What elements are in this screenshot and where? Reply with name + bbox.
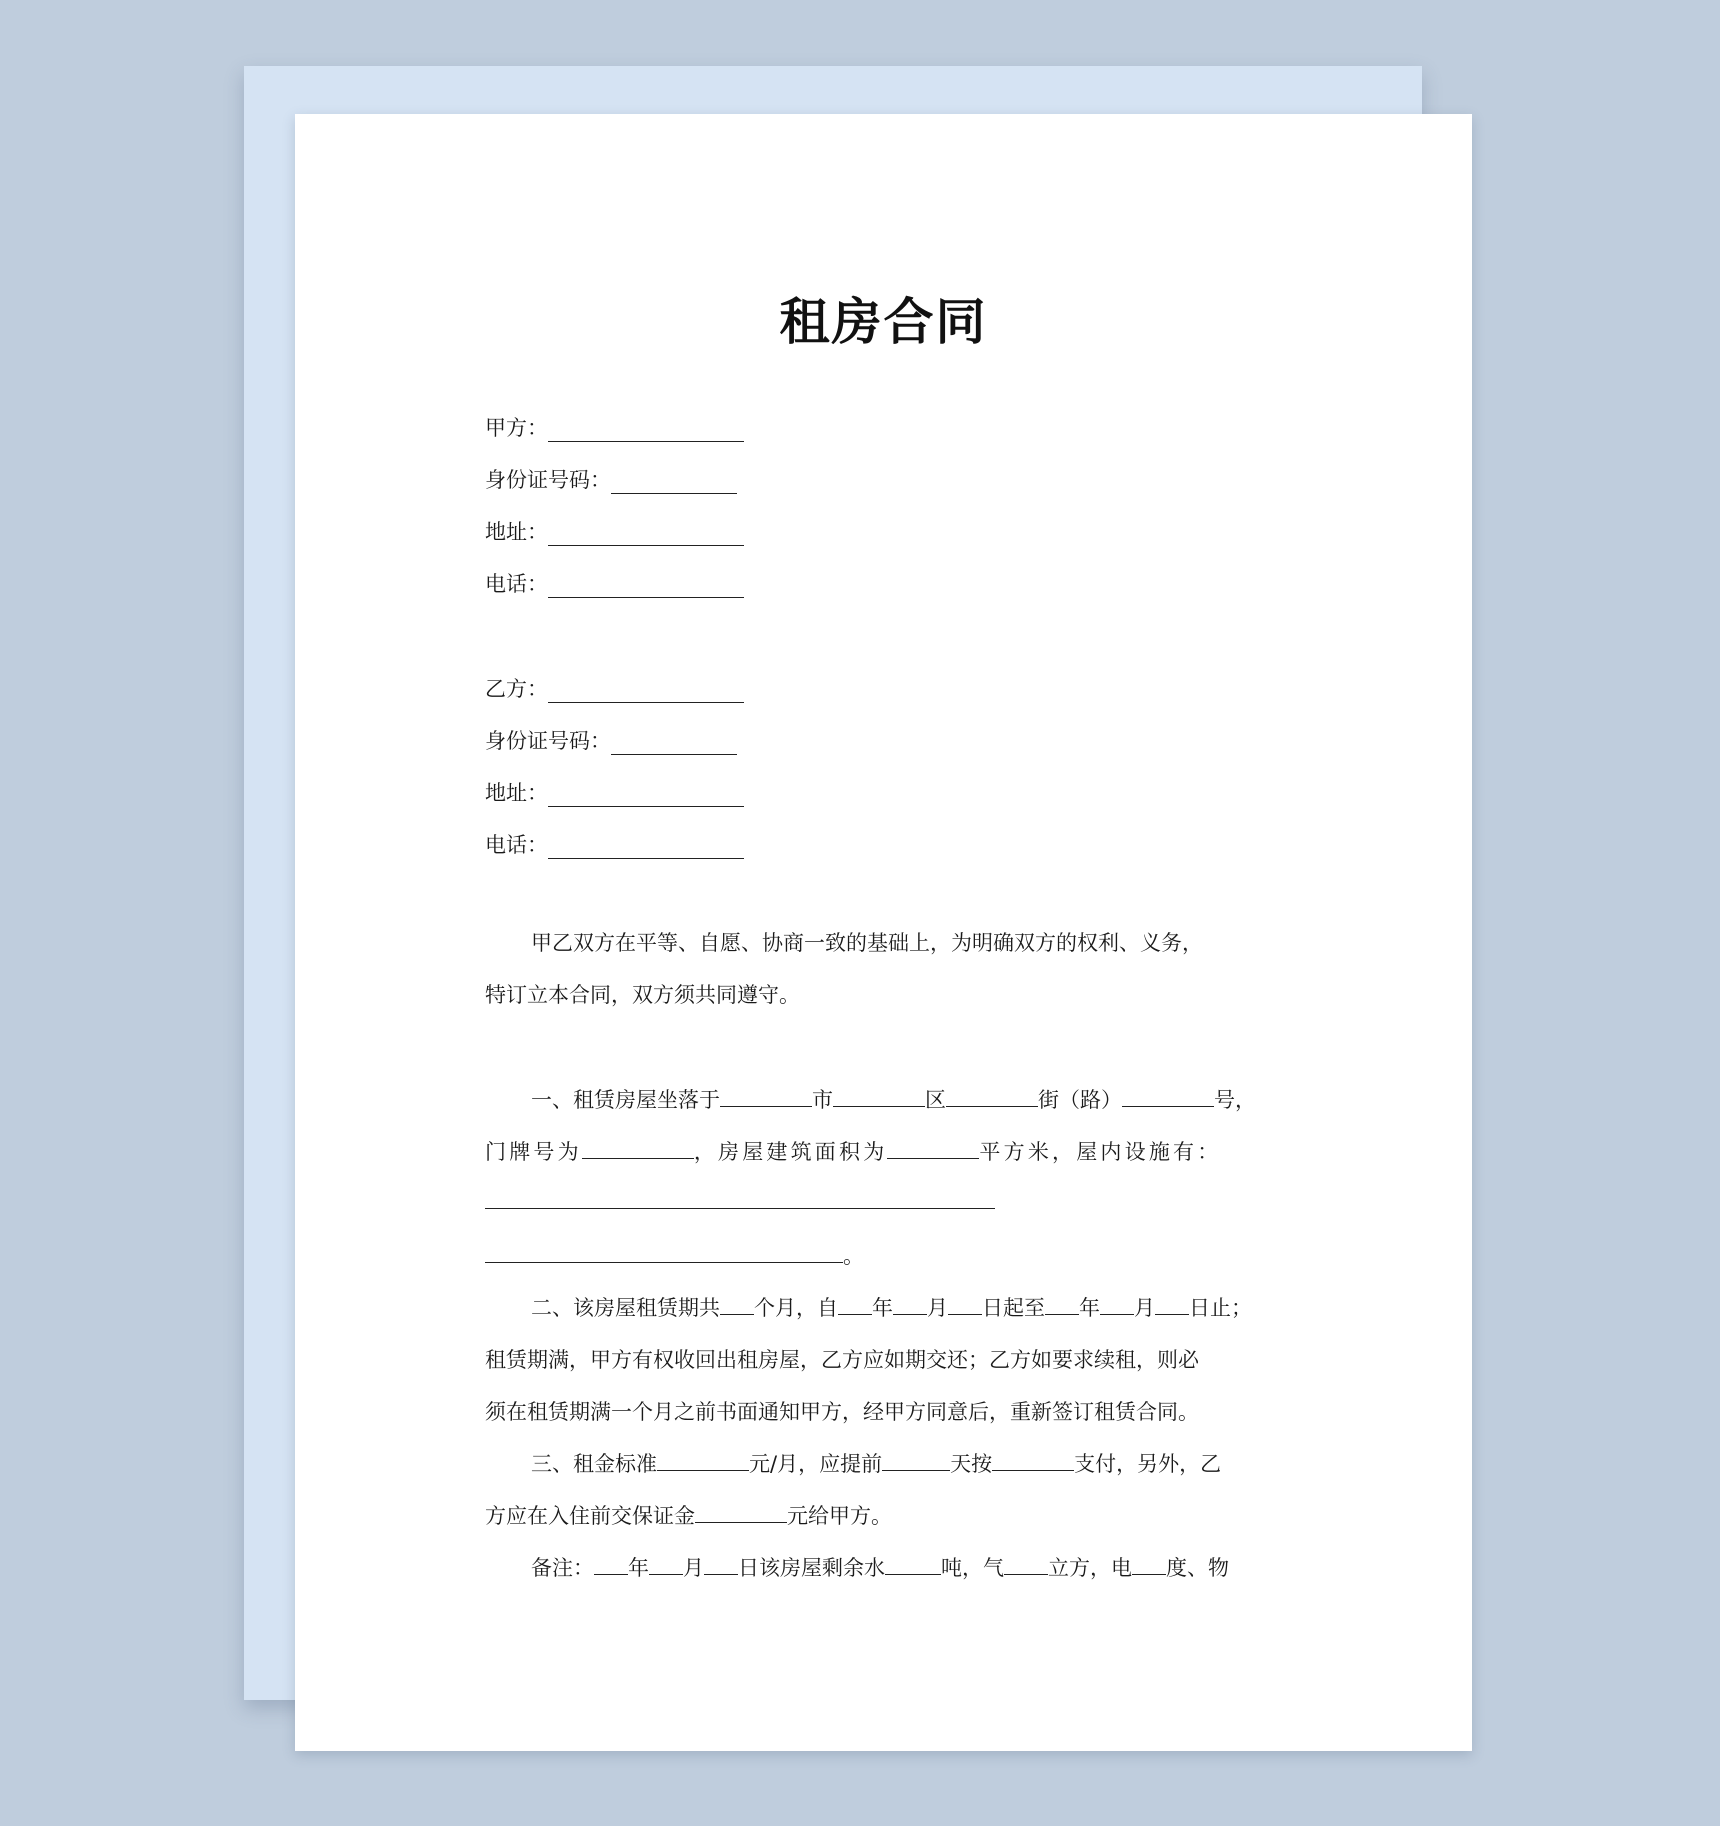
clause-2-line-3: 须在租赁期满一个月之前书面通知甲方，经甲方同意后，重新签订租赁合同。 — [485, 1400, 1199, 1424]
gas-blank — [1004, 1552, 1048, 1575]
clause-3-text: 元给甲方。 — [787, 1504, 892, 1528]
facilities-blank-2 — [485, 1238, 843, 1263]
clause-1-text: 门牌号为 — [485, 1140, 582, 1164]
party-b-name-row — [485, 655, 905, 707]
clause-2-text: 月 — [927, 1296, 948, 1320]
advance-days-blank — [882, 1448, 950, 1471]
party-a-name-blank — [548, 417, 744, 442]
start-month-blank — [893, 1292, 927, 1315]
party-a-id-label: 身份证号码： — [485, 468, 611, 492]
document-page — [295, 114, 1472, 1751]
remark-text: 月 — [683, 1556, 704, 1580]
clause-2-text: 个月，自 — [754, 1296, 838, 1320]
party-b-id-label: 身份证号码： — [485, 729, 611, 753]
party-a-address-row — [485, 498, 905, 550]
party-a-address-blank — [548, 521, 744, 546]
clause-1-text: 区 — [925, 1088, 946, 1112]
area-blank — [887, 1136, 979, 1159]
water-blank — [885, 1552, 941, 1575]
party-b-fields — [485, 655, 905, 863]
clause-1-end: 。 — [843, 1244, 864, 1268]
party-a-id-blank — [611, 469, 737, 494]
document-title: 租房合同 — [779, 293, 988, 351]
clause-2-line-1 — [485, 1282, 1282, 1334]
remark-text: 日该房屋剩余水 — [738, 1556, 885, 1580]
end-day-blank — [1155, 1292, 1189, 1315]
facilities-blank-1 — [485, 1178, 995, 1209]
clause-3-text: 天按 — [950, 1452, 993, 1476]
remark-line-1 — [485, 1542, 1282, 1594]
clause-2-text: 日起至 — [982, 1296, 1045, 1320]
party-b-address-row — [485, 759, 905, 811]
party-b-name-blank — [548, 678, 744, 703]
party-a-phone-row — [485, 550, 905, 602]
clause-2-text: 年 — [1079, 1296, 1100, 1320]
party-b-name-label: 乙方： — [485, 677, 548, 701]
district-blank — [833, 1084, 925, 1107]
city-blank — [720, 1084, 812, 1107]
clause-1-text: 号， — [1214, 1088, 1256, 1112]
clause-3-line-2 — [485, 1490, 1282, 1542]
remark-text: 备注： — [531, 1556, 594, 1580]
remark-year-blank — [594, 1552, 628, 1575]
payment-cycle-blank — [992, 1448, 1074, 1471]
party-a-address-label: 地址： — [485, 520, 548, 544]
clause-2-text: 月 — [1134, 1296, 1155, 1320]
clause-1-text: 街（路） — [1038, 1088, 1122, 1112]
clause-3-text: 三、租金标准 — [531, 1452, 657, 1476]
end-year-blank — [1045, 1292, 1079, 1315]
party-b-address-blank — [548, 782, 744, 807]
clause-3-text: 支付，另外，乙 — [1074, 1452, 1222, 1476]
clause-1-text: 市 — [812, 1088, 833, 1112]
number-blank — [1122, 1084, 1214, 1107]
party-b-id-blank — [611, 730, 737, 755]
end-month-blank — [1100, 1292, 1134, 1315]
preamble-line-1: 甲乙双方在平等、自愿、协商一致的基础上，为明确双方的权利、义务， — [531, 931, 1203, 955]
party-b-address-label: 地址： — [485, 781, 548, 805]
party-a-fields — [485, 394, 905, 602]
rent-blank — [657, 1448, 749, 1471]
remark-text: 立方，电 — [1048, 1556, 1132, 1580]
electricity-blank — [1132, 1552, 1166, 1575]
clause-1-line-2 — [485, 1126, 1282, 1178]
remark-text: 年 — [628, 1556, 649, 1580]
remark-text: 度、物 — [1166, 1556, 1229, 1580]
clause-1-line-1 — [485, 1074, 1282, 1126]
start-day-blank — [948, 1292, 982, 1315]
clause-3-text: 元/月，应提前 — [749, 1452, 883, 1476]
party-a-name-row — [485, 394, 905, 446]
clause-1 — [485, 1074, 1282, 1282]
start-year-blank — [838, 1292, 872, 1315]
remark-month-blank — [649, 1552, 683, 1575]
party-a-id-row — [485, 446, 905, 498]
party-a-phone-blank — [548, 573, 744, 598]
street-blank — [946, 1084, 1038, 1107]
clause-3 — [485, 1438, 1282, 1542]
party-b-phone-row — [485, 811, 905, 863]
clause-1-text: 一、租赁房屋坐落于 — [531, 1088, 720, 1112]
months-blank — [720, 1292, 754, 1315]
party-a-name-label: 甲方： — [485, 416, 548, 440]
remark — [485, 1542, 1282, 1594]
party-b-phone-label: 电话： — [485, 833, 548, 857]
facilities-line-1 — [485, 1178, 1282, 1230]
clause-3-line-1 — [485, 1438, 1282, 1490]
doorplate-blank — [582, 1136, 694, 1159]
clause-2-text: 二、该房屋租赁期共 — [531, 1296, 720, 1320]
facilities-line-2 — [485, 1230, 1282, 1282]
clause-2-line-2: 租赁期满，甲方有权收回出租房屋，乙方应如期交还；乙方如要求续租，则必 — [485, 1348, 1199, 1372]
preamble-line-2: 特订立本合同，双方须共同遵守。 — [485, 983, 800, 1007]
clause-2-text: 年 — [872, 1296, 893, 1320]
remark-day-blank — [704, 1552, 738, 1575]
party-a-phone-label: 电话： — [485, 572, 548, 596]
clause-3-text: 方应在入住前交保证金 — [485, 1504, 695, 1528]
remark-text: 吨，气 — [941, 1556, 1004, 1580]
deposit-blank — [695, 1500, 787, 1523]
clause-1-text: ，房屋建筑面积为 — [693, 1140, 888, 1164]
preamble-paragraph — [485, 917, 1282, 1021]
clause-2-text: 日止； — [1189, 1296, 1252, 1320]
clause-1-text: 平方米，屋内设施有： — [979, 1140, 1222, 1164]
party-b-phone-blank — [548, 834, 744, 859]
party-b-id-row — [485, 707, 905, 759]
clause-2 — [485, 1282, 1282, 1438]
